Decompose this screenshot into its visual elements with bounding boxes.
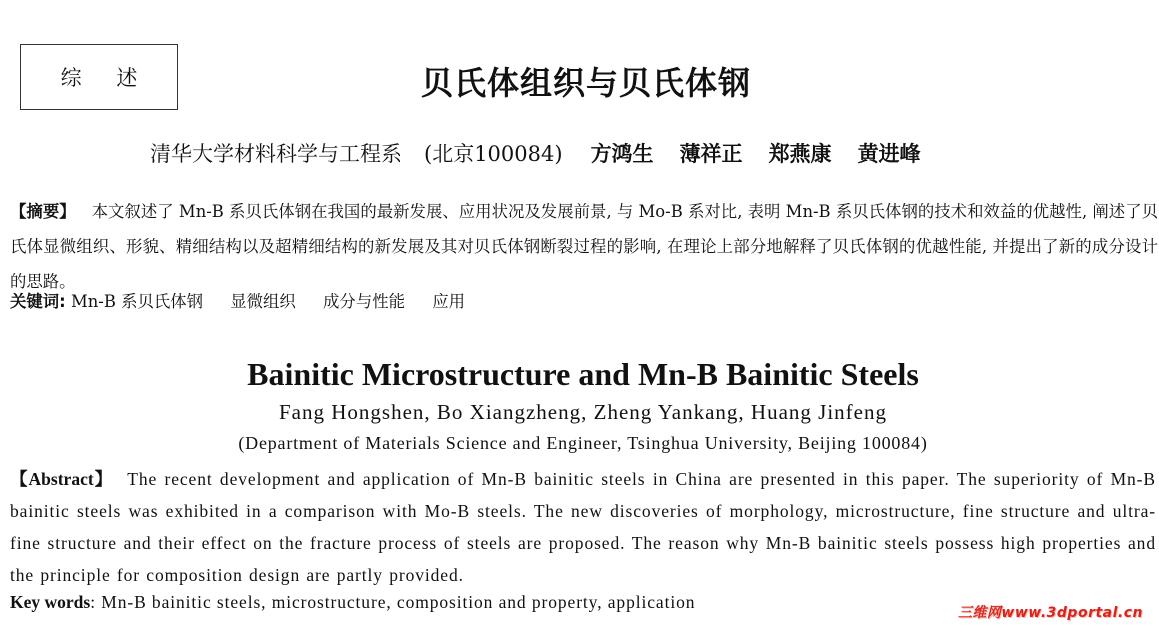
english-abstract-label: 【Abstract】 (10, 469, 114, 489)
chinese-author: 黄进峰 (857, 142, 921, 166)
chinese-author-line (150, 138, 947, 168)
chinese-affiliation: 清华大学材料科学与工程系 (150, 142, 402, 166)
site-watermark: 三维网www.3dportal.cn (957, 605, 1143, 621)
chinese-author: 郑燕康 (768, 142, 832, 166)
chinese-keywords (10, 288, 487, 312)
english-abstract (10, 463, 1156, 591)
chinese-keywords-label: 关键词: (10, 292, 66, 311)
english-authors: Fang Hongshen, Bo Xiangzheng, Zheng Yankang, Huang Jinfeng (278, 400, 887, 424)
english-keywords-label: Key words (10, 592, 91, 612)
section-label: 综 述 (60, 66, 152, 90)
chinese-author: 方鸿生 (590, 142, 654, 166)
english-abstract-text: The recent development and application of Mn-B bainitic steels in China are presented in this paper. The superiority of Mn-B bainitic steels was exhibited in a comparison with Mo-B steels. The new discoveries of morphology, microstructure, fine structure and ultra-fine structure and their effect on the fracture process of steels are proposed. The reason why Mn-B bainitic steels possess high properties and the principle for composition design are partly provided. (10, 469, 1156, 585)
chinese-keyword: 应用 (432, 292, 465, 311)
chinese-city: (北京100084) (424, 142, 563, 166)
chinese-title: 贝氏体组织与贝氏体钢 (420, 64, 751, 102)
chinese-abstract-label: 【摘要】 (10, 202, 76, 221)
chinese-keyword: 成分与性能 (323, 292, 405, 311)
english-affiliation: (Department of Materials Science and Engineer, Tsinghua University, Beijing 100084) (238, 433, 928, 453)
chinese-keyword: Mn-B 系贝氏体钢 (70, 292, 204, 311)
chinese-abstract-text: 本文叙述了 Mn-B 系贝氏体钢在我国的最新发展、应用状况及发展前景, 与 Mo-B 系对比, 表明 Mn-B 系贝氏体钢的技术和效益的优越性, 阐述了贝氏体显微组织、形貌、精细结构以及超精细结构的新发展及其对贝氏体钢断裂过程的影响, 在理论上部分地解释了贝氏体钢的优越性能, 并提出了新的成分设计的思路。 (10, 202, 1158, 291)
chinese-keyword: 显微组织 (230, 292, 296, 311)
english-keywords (10, 592, 695, 613)
chinese-abstract (10, 194, 1158, 299)
chinese-author: 薄祥正 (679, 142, 743, 166)
english-title: Bainitic Microstructure and Mn-B Bainitic Steels (247, 356, 919, 392)
english-keywords-text: : Mn-B bainitic steels, microstructure, composition and property, application (90, 592, 696, 612)
